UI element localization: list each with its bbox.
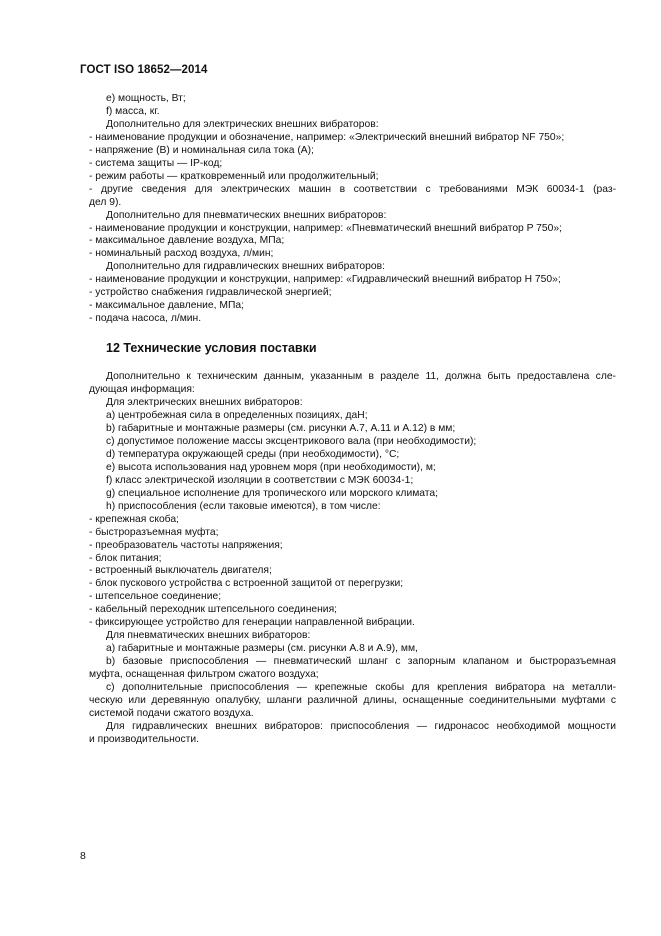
list-item: - кабельный переходник штепсельного соединения; [89, 604, 337, 616]
list-item: a) габаритные и монтажные размеры (см. рисунки А.8 и А.9), мм, [106, 643, 418, 655]
list-item: f) класс электрической изоляции в соответствии с МЭК 60034-1; [106, 474, 414, 486]
list-item: - блок питания; [89, 552, 162, 564]
subheading-electric: Дополнительно для электрических внешних вибраторов: [106, 118, 379, 130]
paragraph-line: дующая информация: [89, 384, 195, 396]
list-item: b) базовые приспособления — пневматический шланг с запорным клапаном и быстроразъемная [106, 656, 616, 668]
list-item-continuation: ческую или деревянную опалубку, шланги различной длины, оснащенные соединительными муфтами с [89, 694, 616, 706]
list-item: - напряжение (В) и номинальная сила тока (А); [89, 144, 314, 156]
list-item: - наименование продукции и конструкции, например: «Гидравлический внешний вибратор H 750»; [89, 274, 561, 286]
subheading-pneumatic: Дополнительно для пневматических внешних вибраторов: [106, 209, 387, 221]
list-item-continuation: дел 9). [89, 196, 122, 208]
page-content [89, 93, 616, 747]
subheading-electric: Для электрических внешних вибраторов: [106, 397, 303, 409]
list-item: - крепежная скоба; [89, 513, 179, 525]
list-item: e) мощность, Вт; [106, 93, 186, 104]
list-item: - наименование продукции и конструкции, например: «Пневматический внешний вибратор P 750»; [89, 222, 562, 234]
list-item: - устройство снабжения гидравлической энергией; [89, 287, 332, 299]
list-item: - быстроразъемная муфта; [89, 526, 219, 538]
list-item: c) дополнительные приспособления — крепежные скобы для крепления вибратора на металли- [106, 682, 616, 694]
list-item: - блок пускового устройства с встроенной защитой от перегрузки; [89, 578, 404, 590]
list-item: h) приспособления (если таковые имеются), в том числе: [106, 500, 381, 512]
list-item: a) центробежная сила в определенных позициях, даН; [106, 410, 368, 422]
list-item: b) габаритные и монтажные размеры (см. рисунки А.7, А.11 и А.12) в мм; [106, 422, 456, 434]
list-item-continuation: муфта, оснащенная фильтром сжатого воздуха; [89, 669, 319, 681]
list-item: c) допустимое положение массы эксцентрикового вала (при необходимости); [106, 435, 477, 447]
list-item: - наименование продукции и обозначение, например: «Электрический внешний вибратор NF 750»; [89, 131, 565, 143]
list-item: - режим работы — кратковременный или продолжительный; [89, 170, 379, 182]
list-item: - подача насоса, л/мин. [89, 313, 202, 325]
document-header: ГОСТ ISO 18652—2014 [80, 64, 208, 76]
list-item: - номинальный расход воздуха, л/мин; [89, 248, 274, 260]
paragraph-line: Дополнительно к техническим данным, указанным в разделе 11, должна быть предоставлена сле- [106, 371, 616, 383]
list-item: - максимальное давление воздуха, МПа; [89, 235, 285, 247]
delivery-conditions-text [89, 371, 616, 747]
subheading-pneumatic: Для пневматических внешних вибраторов: [106, 630, 311, 642]
list-item: - система защиты — IP-код; [89, 157, 223, 169]
paragraph-line: Для гидравлических внешних вибраторов: приспособления — гидронасос необходимой мощности [106, 720, 616, 732]
list-item: g) специальное исполнение для тропического или морского климата; [106, 487, 438, 499]
list-item-continuation: системой подачи сжатого воздуха. [89, 707, 254, 719]
list-item: e) высота использования над уровнем моря (при необходимости), м; [106, 461, 436, 473]
list-item: - фиксирующее устройство для генерации направленной вибрации. [89, 617, 415, 629]
list-item: d) температура окружающей среды (при необходимости), °C; [106, 448, 400, 460]
list-item: f) масса, кг. [106, 105, 160, 117]
paragraph-line: и производительности. [89, 733, 199, 745]
section-heading: 12 Технические условия поставки [106, 341, 317, 356]
list-item: - другие сведения для электрических машин в соответствии с требованиями МЭК 60034-1 (раз- [89, 183, 616, 195]
subheading-hydraulic: Дополнительно для гидравлических внешних вибраторов: [106, 261, 385, 273]
list-item: - максимальное давление, МПа; [89, 300, 244, 312]
page-number: 8 [80, 850, 86, 862]
characteristics-list [89, 93, 616, 326]
list-item: - встроенный выключатель двигателя; [89, 565, 272, 577]
list-item: - преобразователь частоты напряжения; [89, 539, 283, 551]
list-item: - штепсельное соединение; [89, 591, 222, 603]
